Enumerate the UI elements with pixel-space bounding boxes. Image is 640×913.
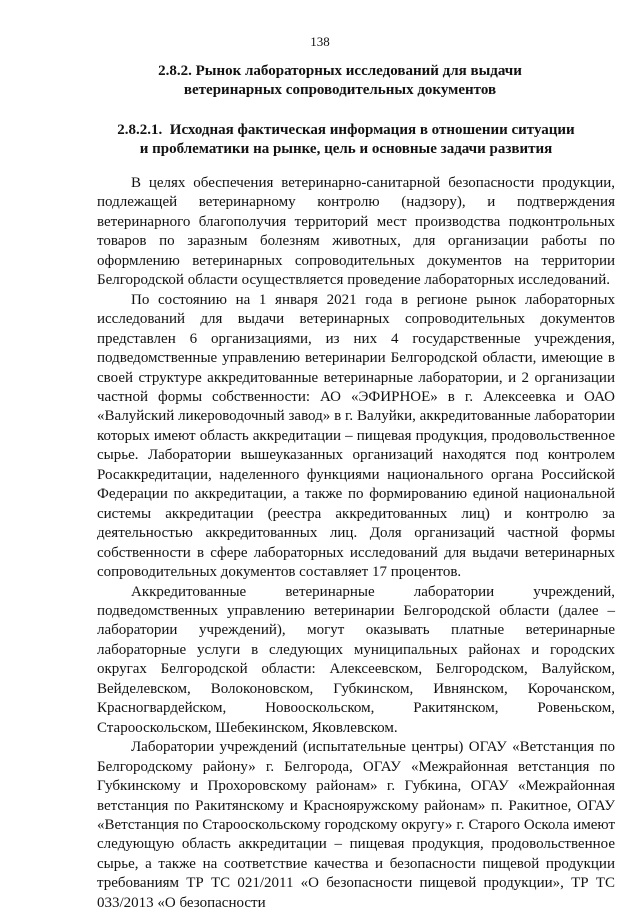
section-heading-line-1: 2.8.2. Рынок лабораторных исследований для выдачи: [158, 63, 522, 79]
page-number: 138: [310, 34, 330, 49]
subsection-heading-line-2: и проблематики на рынке, цель и основные задачи развития: [139, 141, 553, 157]
paragraph-market-state: По состоянию на 1 января 2021 года в регионе рынок лабораторных исследований для выдачи ветеринарных сопроводительных документов представлен 6 организациями, из них 4 государственные учреждения, подведомственные управлению ветеринарии Белгородской области, имеющие в своей структуре аккредитованные ветеринарные лаборатории, и 2 организации частной формы собственности: АО «ЭФИРНОЕ» в г. Алексеевка и ОАО «Валуйский ликероводочный завод» в г. Валуйки, аккредитованные лаборатории которых имеют область аккредитации – пищевая продукция, продовольственное сырье. Лаборатории вышеуказанных организаций находятся под контролем Росаккредитации, наделенного функциями национального органа Российской Федерации по аккредитации, а также по формированию единой национальной системы аккредитации (реестра аккредитованных лиц) и контролю за деятельностью аккредитованных лиц. Доля организаций частной формы собственности в сфере лабораторных исследований для выдачи ветеринарных сопроводительных документов составляет 17 процентов.: [97, 291, 615, 581]
paragraph-lab-institutions: Лаборатории учреждений (испытательные центры) ОГАУ «Ветстанция по Белгородскому району» г. Белгорода, ОГАУ «Межрайонная ветстанция по Губкинскому и Прохоровскому районам» г. Губкина, ОГАУ «Межрайонная ветстанция по Ракитянскому и Краснояружскому районам» п. Ракитное, ОГАУ «Ветстанция по Старооскольскому городскому округу» г. Старого Оскола имеют следующую область аккредитации – пищевая продукция, продовольственное сырье, а также на соответствие качества и безопасности пищевой продукции требованиям ТР ТС 021/2011 «О безопасности пищевой продукции», ТР ТС 033/2013 «О безопасности: [97, 739, 615, 911]
subsection-heading: [92, 121, 600, 159]
section-heading: [80, 62, 600, 100]
paragraph-accredited-labs: Аккредитованные ветеринарные лаборатории учреждений, подведомственных управлению ветеринарии Белгородской области (далее – лаборатории учреждений), могут оказывать платные ветеринарные лабораторные услуги в следующих муниципальных районах и городских округах Белгородской области: Алексеевском, Белгородском, Валуйском, Вейделевском, Волоконовском, Губкинском, Ивнянском, Корочанском, Красногвардейском, Новооскольском, Ракитянском, Ровеньском, Старооскольском, Шебекинском, Яковлевском.: [97, 583, 615, 736]
subsection-heading-line-1: 2.8.2.1. Исходная фактическая информация в отношении ситуации: [117, 122, 575, 138]
body-text: [97, 174, 615, 913]
paragraph-purpose: В целях обеспечения ветеринарно-санитарной безопасности продукции, подлежащей ветеринарному контролю (надзору), и подтверждения ветеринарного благополучия территорий мест производства подконтрольных товаров по заразным болезням животных, для организации работы по оформлению ветеринарных сопроводительных документов на территории Белгородской области осуществляется проведение лабораторных исследований.: [97, 175, 615, 289]
section-heading-line-2: ветеринарных сопроводительных документов: [183, 82, 497, 98]
